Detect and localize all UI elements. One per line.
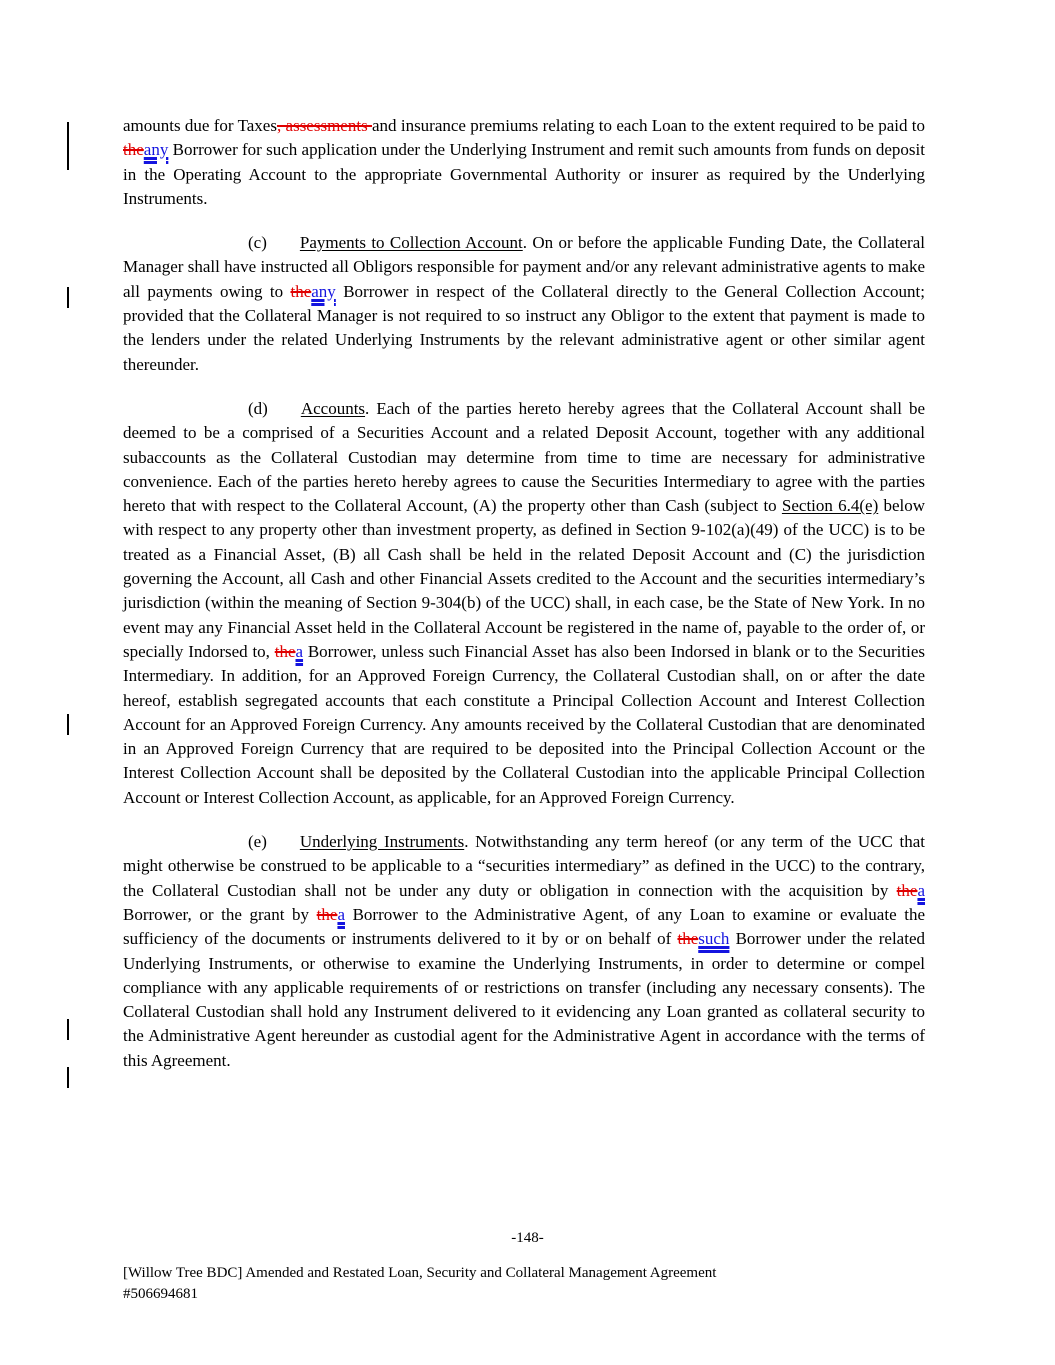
text-run: Borrower under the related Underlying Instruments, or otherwise to examine the Underlying Instruments, in order to determine or compel compliance with any applicable requirements of or restrictions on transfer (including any necessary consents). The Collateral Custodian shall hold any Instrument delivered to it evidencing any Loan granted as collateral security to the Administrative Agent hereunder as custodial agent for the Administrative Agent in accordance with the terms of this Agreement. — [123, 929, 925, 1070]
deleted-text: the — [123, 140, 144, 160]
document-footer — [123, 1263, 943, 1305]
inserted-text: a — [917, 880, 925, 900]
page-number: -148- — [511, 1230, 544, 1246]
footer-document-id: #506694681 — [123, 1286, 198, 1302]
text-run: . Notwithstanding any term hereof (or any term of the UCC that might otherwise be construed to be applicable to a “securities intermediary” as defined in the UCC) to the contrary, the Collateral Custodian shall not be under any duty or obligation in connection with the acquisition by — [123, 832, 925, 900]
change-bar — [67, 122, 69, 170]
text-run: (d) — [248, 398, 268, 418]
text-run: . On or before the applicable Funding Date, the Collateral Manager shall have instructed all Obligors responsible for payment and/or any relevant administrative agents to make all payments owing to — [123, 233, 925, 301]
text-run: Borrower in respect of the Collateral directly to the General Collection Account; provided that the Collateral Manager is not required to so instruct any Obligor to the extent that payment is made to the lenders under the related Underlying Instruments by the relevant administrative agent or other similar agent thereunder. — [123, 281, 925, 374]
underlined-heading: Underlying Instruments — [299, 832, 465, 852]
text-run: below with respect to any property other than investment property, as defined in Section 9-102(a)(49) of the UCC) is to be treated as a Financial Asset, (B) all Cash shall be held in the related Deposit Account and (C) the jurisdiction governing the Account, all Cash and other Financial Assets credited to the Account and the securities intermediary’s jurisdiction (within the meaning of Section 9-304(b) of the UCC) shall, in each case, be the State of New York. In no event may any Financial Asset held in the Collateral Account be registered in the name of, payable to the order of, or specially Indorsed to, — [123, 496, 925, 661]
deleted-text: , assessments — [276, 116, 372, 135]
inserted-text: a — [337, 904, 345, 924]
document-body — [123, 114, 925, 1093]
paragraph — [123, 231, 925, 377]
text-run: (e) — [248, 832, 267, 852]
deleted-text: the — [274, 641, 296, 661]
deleted-text: the — [316, 904, 338, 924]
inserted-text: any — [311, 281, 336, 301]
text-run: Borrower to the Administrative Agent, of any Loan to examine or evaluate the sufficiency of the documents or instruments delivered to it by or on behalf of — [123, 904, 926, 949]
text-run: and insurance premiums relating to each Loan to the extent required to be paid to — [372, 116, 925, 135]
underlined-heading: Accounts — [300, 398, 366, 418]
inserted-text: such — [698, 929, 730, 949]
underlined-heading: Section 6.4(e) — [781, 496, 879, 516]
paragraph — [123, 397, 925, 810]
inserted-text: a — [295, 641, 304, 661]
deleted-text: the — [290, 281, 312, 301]
deleted-text: the — [896, 880, 918, 900]
change-bar — [67, 1019, 69, 1040]
text-run: . Each of the parties hereto hereby agrees that the Collateral Account shall be deemed to be a comprised of a Securities Account and a related Deposit Account, together with any additional subaccounts as the Collateral Custodian may determine from time to time are necessary for administrative convenience. Each of the parties hereto hereby agrees to cause the Securities Intermediary to agree with the parties hereto that with respect to the Collateral Account, (A) the property other than Cash (subject to — [123, 398, 925, 516]
text-run: amounts due for Taxes — [123, 116, 277, 135]
change-bar — [67, 287, 69, 308]
change-bar — [67, 714, 69, 735]
footer-document-title: [Willow Tree BDC] Amended and Restated Loan, Security and Collateral Management Agreement — [123, 1265, 717, 1281]
paragraph — [123, 830, 925, 1073]
deleted-text: the — [677, 929, 699, 949]
text-run: Borrower, unless such Financial Asset has also been Indorsed in blank or to the Securities Intermediary. In addition, for an Approved Foreign Currency, the Collateral Custodian shall, on or after the date hereof, establish segregated accounts that each constitute a Principal Collection Account and Interest Collection Account for an Approved Foreign Currency. Any amounts received by the Collateral Custodian that are denominated in an Approved Foreign Currency that are required to be deposited into the Principal Collection Account or the Interest Collection Account shall be deposited by the Collateral Custodian into the applicable Principal Collection Account or Interest Collection Account, as applicable, for an Approved Foreign Currency. — [123, 641, 925, 807]
text-run: Borrower, or the grant by — [123, 904, 317, 924]
underlined-heading: Payments to Collection Account — [299, 233, 523, 253]
inserted-text: any — [143, 140, 169, 160]
text-run: Borrower for such application under the Underlying Instrument and remit such amounts from funds on deposit in the Operating Account to the appropriate Governmental Authority or insurer as required by the Underlying Instruments. — [123, 140, 925, 208]
paragraph — [123, 114, 925, 211]
text-run: (c) — [248, 233, 267, 253]
change-bar — [67, 1067, 69, 1088]
